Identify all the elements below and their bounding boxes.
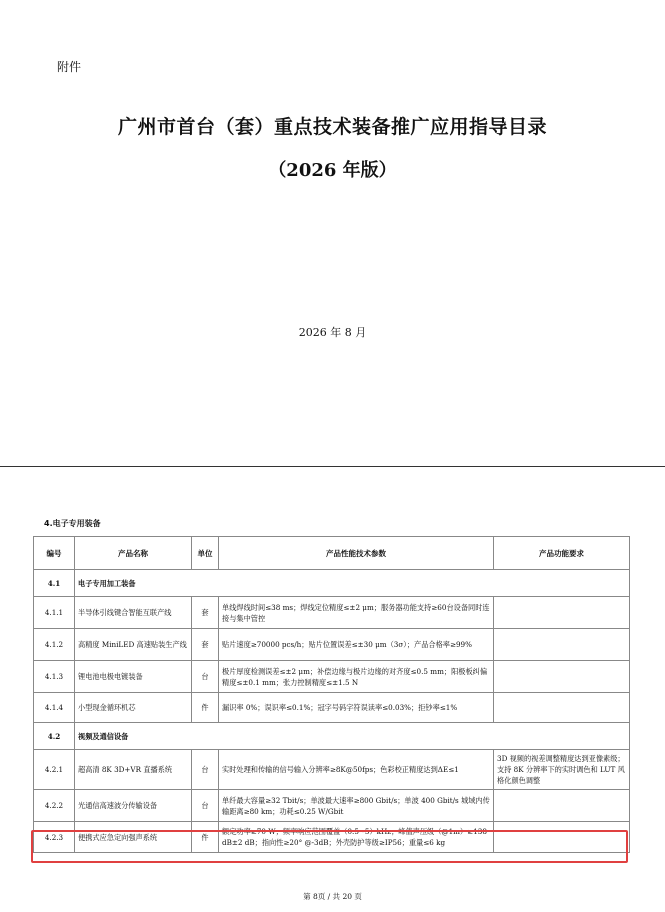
cell-unit: 套 <box>192 597 219 629</box>
table-row <box>34 750 630 790</box>
cell-name: 小型现金循环机芯 <box>75 693 192 723</box>
cell-params: 极片厚度检测误差≤±2 μm；补偿边缘与极片边缘的对齐度≤0.5 mm；阳极板纠偏精度≤±0.1 mm；张力控制精度≤±1.5 N <box>219 661 494 693</box>
cell-unit: 台 <box>192 750 219 790</box>
cell-params: 单纤最大容量≥32 Tbit/s；单波最大速率≥800 Gbit/s；单波 400 Gbit/s 城域内传输距离≥80 km；功耗≤0.25 W/Gbit <box>219 790 494 822</box>
cell-no: 4.1.4 <box>34 693 75 723</box>
cell-params: 漏识率 0%；误识率≤0.1%；冠字号码字符误读率≤0.03%；拒钞率≤1% <box>219 693 494 723</box>
row-highlight-box <box>31 830 628 863</box>
attachment-label: 附件 <box>57 60 82 74</box>
cell-func <box>494 790 630 822</box>
table-header-row <box>34 537 630 570</box>
cell-no: 4.2.3 <box>34 822 75 853</box>
edition-label: （2026 年版） <box>268 160 397 181</box>
page-divider <box>0 466 665 467</box>
header-name: 产品名称 <box>75 537 192 570</box>
cell-func <box>494 629 630 661</box>
header-unit: 单位 <box>192 537 219 570</box>
table-group-row <box>34 723 630 750</box>
cell-unit: 件 <box>192 693 219 723</box>
cell-params: 实时处理和传输的信号输入分辨率≥8K@50fps；色彩校正精度达到ΔE≤1 <box>219 750 494 790</box>
cell-no: 4.2.2 <box>34 790 75 822</box>
group-name: 电子专用加工装备 <box>75 570 630 597</box>
cell-params: 贴片速度≥70000 pcs/h；贴片位置误差≤±30 μm（3σ）；产品合格率≥99% <box>219 629 494 661</box>
cell-unit: 台 <box>192 790 219 822</box>
cell-func: 3D 视频的视差调整精度达到亚像素级；支持 8K 分辨率下的实时调色和 LUT 风格化颜色调整 <box>494 750 630 790</box>
table-row <box>34 693 630 723</box>
header-no: 编号 <box>34 537 75 570</box>
table-row <box>34 597 630 629</box>
cell-unit: 台 <box>192 661 219 693</box>
cell-params: 单线焊线时间≤38 ms；焊线定位精度≤±2 μm；服务器功能支持≥60台设备同时连接与集中管控 <box>219 597 494 629</box>
group-no: 4.2 <box>34 723 75 750</box>
cell-name: 高精度 MiniLED 高速贴装生产线 <box>75 629 192 661</box>
cell-unit: 件 <box>192 822 219 853</box>
cell-name: 半导体引线键合智能互联产线 <box>75 597 192 629</box>
cell-name: 光通信高速波分传输设备 <box>75 790 192 822</box>
cell-name: 便携式应急定向强声系统 <box>75 822 192 853</box>
cell-func <box>494 661 630 693</box>
header-func: 产品功能要求 <box>494 537 630 570</box>
cell-func <box>494 693 630 723</box>
cell-name: 超高清 8K 3D+VR 直播系统 <box>75 750 192 790</box>
cell-no: 4.1.1 <box>34 597 75 629</box>
group-no: 4.1 <box>34 570 75 597</box>
cell-func <box>494 597 630 629</box>
table-row <box>34 790 630 822</box>
publish-date: 2026 年 8 月 <box>298 326 367 339</box>
table-row <box>34 661 630 693</box>
table-row <box>34 629 630 661</box>
page-number: 第 8页 / 共 20 页 <box>303 892 362 901</box>
table-group-row <box>34 570 630 597</box>
cell-no: 4.1.2 <box>34 629 75 661</box>
section-title: 4.电子专用装备 <box>44 519 101 528</box>
cell-no: 4.2.1 <box>34 750 75 790</box>
header-params: 产品性能技术参数 <box>219 537 494 570</box>
group-name: 视频及通信设备 <box>75 723 630 750</box>
cell-no: 4.1.3 <box>34 661 75 693</box>
cell-params: 额定功率≥70 W；频率响应范围覆盖（0.5~5）kHz；峰值声压级（@1m）≥138 dB±2 dB；指向性≥20° @-3dB；外壳防护等级≥IP56；重量≤6 kg <box>219 822 494 853</box>
cell-unit: 套 <box>192 629 219 661</box>
equipment-table <box>33 536 630 853</box>
document-title: 广州市首台（套）重点技术装备推广应用指导目录 <box>117 116 547 138</box>
cell-name: 锂电池电极电镀装备 <box>75 661 192 693</box>
